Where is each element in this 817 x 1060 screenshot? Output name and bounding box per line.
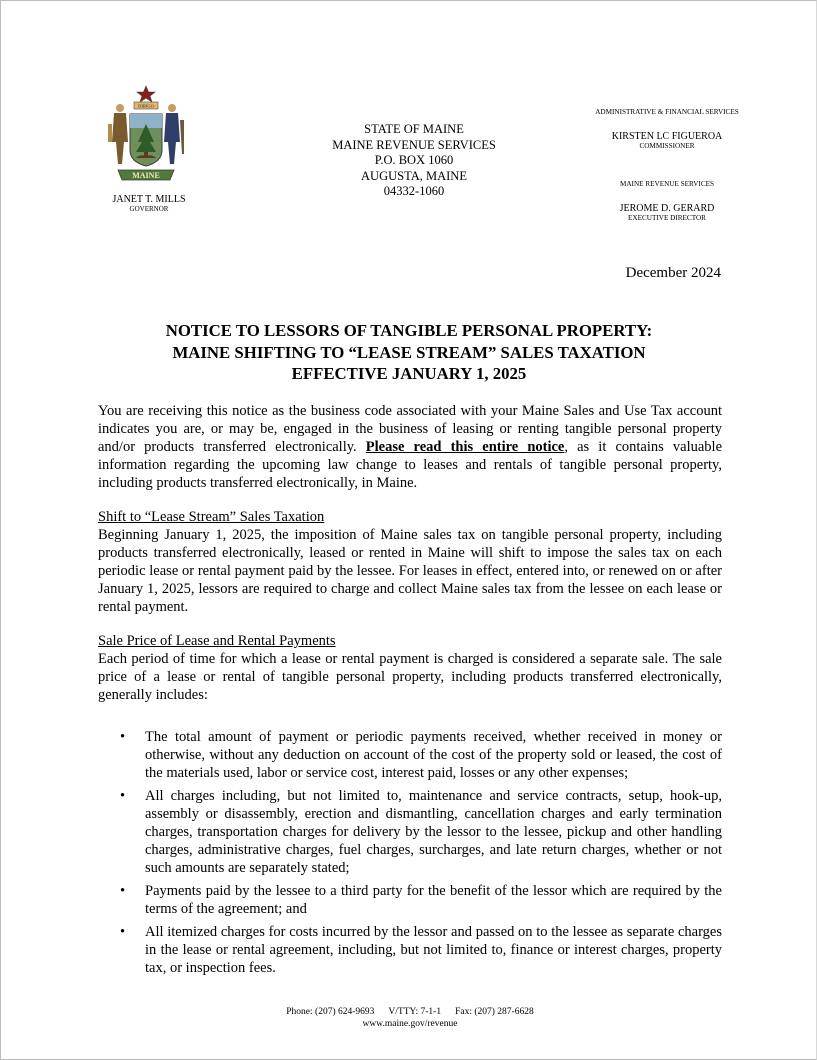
sale-price-list <box>98 728 722 977</box>
notice-date: December 2024 <box>625 265 721 281</box>
notice-body <box>98 402 722 982</box>
bullet-icon: • <box>120 924 126 940</box>
section-lease-stream <box>98 508 722 616</box>
list-item <box>120 728 722 782</box>
address-line-1: STATE OF MAINE <box>364 122 464 136</box>
governor-title: GOVERNOR <box>129 205 169 213</box>
intro-paragraph <box>98 402 722 492</box>
afs-dept: ADMINISTRATIVE & FINANCIAL SERVICES <box>595 108 739 116</box>
state-seal-image <box>100 80 192 190</box>
afs-block <box>574 108 760 151</box>
intro-text-start: You are receiving this notice as the business code associated with your Maine Sales and Use Tax account indicates you are, or may be, engaged in the business of leasing or renting tangible personal property and/or products transferred electronically. <box>98 403 722 455</box>
section-text-sale-price: Each period of time for which a lease or rental payment is charged is considered a separate sale. The sale price of a lease or rental of tangible personal property, including products transferred electronically, generally includes: <box>98 651 722 703</box>
list-item <box>120 787 722 877</box>
bullet-icon: • <box>120 729 126 745</box>
section-heading-lease-stream: Shift to “Lease Stream” Sales Taxation <box>98 509 325 525</box>
footer-phone: Phone: (207) 624-9693 <box>286 1007 375 1017</box>
title-line-3: EFFECTIVE JANUARY 1, 2025 <box>291 364 527 383</box>
section-sale-price <box>98 632 722 977</box>
list-item <box>120 923 722 977</box>
bullet-icon: • <box>120 883 126 899</box>
governor-block <box>96 194 202 214</box>
director-name: JEROME D. GERARD <box>619 203 715 214</box>
governor-name: JANET T. MILLS <box>112 194 186 205</box>
footer-website: www.maine.gov/revenue <box>362 1019 458 1029</box>
footer-tty: V/TTY: 7-1-1 <box>388 1007 442 1017</box>
intro-text-end: , as it contains valuable information regarding the upcoming law change to leases and rentals of tangible personal property, including products transferred electronically, in Maine. <box>98 439 722 491</box>
mrs-dept: MAINE REVENUE SERVICES <box>619 180 715 188</box>
list-item-text: All charges including, but not limited to, maintenance and service contracts, setup, hook-up, assembly or disassembly, erection and dismantling, cancellation charges and early termination charges, transportation charges for delivery by the lessor to the lessee, pickup and other handling charges, administrative charges, fuel charges, surcharges, and late return charges, whether or not such amounts are separately stated; <box>145 788 722 876</box>
mrs-block <box>574 180 760 223</box>
list-item <box>120 882 722 918</box>
footer-fax: Fax: (207) 287-6628 <box>455 1007 534 1017</box>
list-item-text: All itemized charges for costs incurred by the lessor and passed on to the lessee as separate charges in the lease or rental agreement, including, but not limited to, finance or interest charges, property tax, or inspection fees. <box>145 924 722 976</box>
bullet-icon: • <box>120 788 126 804</box>
svg-text:MAINE: MAINE <box>132 171 160 180</box>
list-item-text: Payments paid by the lessee to a third party for the benefit of the lessor which are required by the terms of the agreement; and <box>145 883 722 917</box>
commissioner-title: COMMISSIONER <box>639 142 695 150</box>
title-line-2: MAINE SHIFTING TO “LEASE STREAM” SALES TAXATION <box>172 342 646 362</box>
address-line-2: MAINE REVENUE SERVICES <box>332 137 496 152</box>
page-footer <box>98 1006 722 1030</box>
agency-address <box>300 122 528 200</box>
notice-title <box>98 320 720 385</box>
address-line-3: P.O. BOX 1060 <box>374 153 454 167</box>
list-item-text: The total amount of payment or periodic payments received, whether received in money or otherwise, without any deduction on account of the cost of the property sold or leased, the cost of the materials used, labor or service cost, interest paid, losses or any other expenses; <box>145 729 722 781</box>
address-line-5: 04332-1060 <box>383 184 445 198</box>
svg-text:DIRIGO: DIRIGO <box>138 103 154 109</box>
commissioner-name: KIRSTEN LC FIGUEROA <box>611 131 723 142</box>
address-line-4: AUGUSTA, MAINE <box>361 168 467 183</box>
intro-emphasis: Please read this entire notice <box>365 439 565 455</box>
footer-contact <box>98 1006 722 1018</box>
title-line-1: NOTICE TO LESSORS OF TANGIBLE PERSONAL PROPERTY: <box>165 321 653 340</box>
section-heading-sale-price: Sale Price of Lease and Rental Payments <box>98 633 336 649</box>
section-text-lease-stream: Beginning January 1, 2025, the imposition of Maine sales tax on tangible personal property, including products transferred electronically, leased or rented in Maine will shift to impose the sales tax on each periodic lease or rental payment paid by the lessee. For leases in effect, entered into, or renewed on or after January 1, 2025, lessors are required to charge and collect Maine sales tax from the lessee on each lease or rental payment. <box>98 527 722 615</box>
director-title: EXECUTIVE DIRECTOR <box>628 214 706 222</box>
